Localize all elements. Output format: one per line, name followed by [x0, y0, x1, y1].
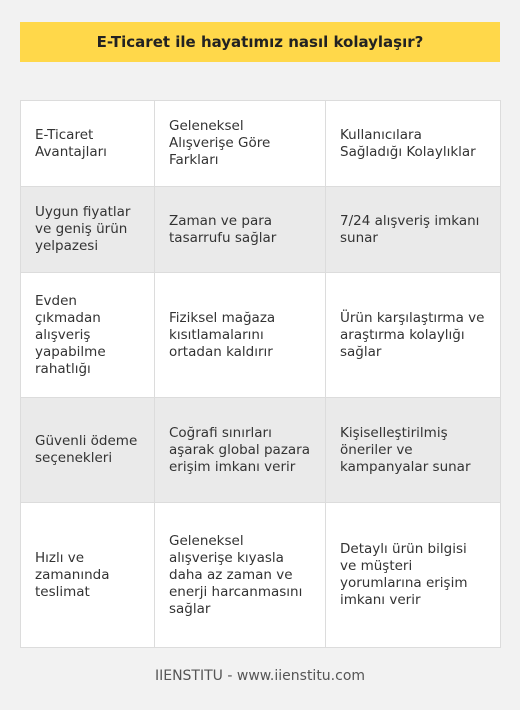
table-cell: Coğrafi sınırları aşarak global pazara erişim imkanı verir	[155, 398, 326, 503]
table-cell: Zaman ve para tasarrufu sağlar	[155, 187, 326, 273]
table-header-cell: Kullanıcılara Sağladığı Kolaylıklar	[326, 101, 501, 187]
table-cell: Geleneksel alışverişe kıyasla daha az zaman ve enerji harcanmasını sağlar	[155, 503, 326, 648]
table-header-cell: Geleneksel Alışverişe Göre Farkları	[155, 101, 326, 187]
table-cell: Hızlı ve zamanında teslimat	[21, 503, 155, 648]
table-cell: Detaylı ürün bilgisi ve müşteri yorumlarına erişim imkanı verir	[326, 503, 501, 648]
footer-text: IIENSTITU - www.iienstitu.com	[154, 668, 366, 684]
table-row	[21, 187, 501, 273]
table-cell: Kişiselleştirilmiş öneriler ve kampanyalar sunar	[326, 398, 501, 503]
table-cell: Uygun fiyatlar ve geniş ürün yelpazesi	[21, 187, 155, 273]
table-row	[21, 398, 501, 503]
table-row	[21, 273, 501, 398]
table-cell: Ürün karşılaştırma ve araştırma kolaylığı sağlar	[326, 273, 501, 398]
comparison-table	[20, 100, 501, 648]
table-row	[21, 503, 501, 648]
table-cell: Güvenli ödeme seçenekleri	[21, 398, 155, 503]
table-cell: 7/24 alışveriş imkanı sunar	[326, 187, 501, 273]
table-header-cell: E-Ticaret Avantajları	[21, 101, 155, 187]
table-cell: Fiziksel mağaza kısıtlamalarını ortadan kaldırır	[155, 273, 326, 398]
page-title: E-Ticaret ile hayatımız nasıl kolaylaşır?	[20, 22, 500, 62]
table-cell: Evden çıkmadan alışveriş yapabilme rahatlığı	[21, 273, 155, 398]
table-header-row	[21, 101, 501, 187]
